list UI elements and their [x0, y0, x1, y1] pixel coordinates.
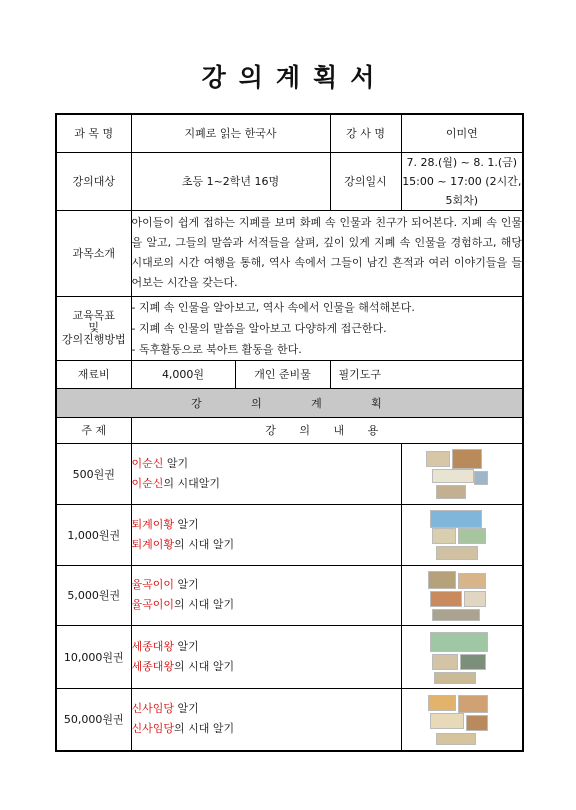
- fee-label: 재료비: [56, 360, 131, 388]
- topic-50000: 50,000원권: [56, 688, 131, 751]
- activity-5000: 율곡이이 알기 율곡이이의 시대 알기: [131, 565, 401, 625]
- schedule-label: 강의일시: [330, 152, 401, 210]
- activity-500: 이순신 알기 이순신의 시대알기: [131, 443, 401, 504]
- instructor-value: 이미연: [401, 114, 523, 152]
- activity-50000: 신사임당 알기 신사임당의 시대 알기: [131, 688, 401, 751]
- instructor-label: 강 사 명: [330, 114, 401, 152]
- intro-label: 과목소개: [56, 210, 131, 296]
- topic-1000: 1,000원권: [56, 504, 131, 565]
- supplies-value: 필기도구: [330, 360, 523, 388]
- topic-10000: 10,000원권: [56, 625, 131, 688]
- topic-500: 500원권: [56, 443, 131, 504]
- activity-image-50000: [401, 688, 523, 751]
- schedule-dates: 7. 28.(월) ~ 8. 1.(금): [406, 155, 518, 169]
- topic-column-header: 주 제: [56, 417, 131, 443]
- schedule-times: 15:00 ~ 17:00 (2시간, 5회차): [402, 174, 522, 207]
- goal-item: - 지폐 속 인물의 말씀을 알아보고 다양하게 접근한다.: [131, 321, 387, 335]
- goals-label: 교육목표 및 강의진행방법: [56, 296, 131, 360]
- intro-text: 아이들이 쉽게 접하는 지폐를 보며 화폐 속 인물과 친구가 되어본다. 지폐 속 인물을 알고, 그들의 말씀과 서적들을 살펴, 깊이 있게 지폐 속 인물을 경험하고, 해당 시대로의 시간 여행을 통해, 역사 속에서 그들이 남긴 흔적과 여러 이야기들을 들어보는 시간을 갖는다.: [131, 210, 523, 296]
- target-label: 강의대상: [56, 152, 131, 210]
- content-column-header: 강 의 내 용: [131, 417, 523, 443]
- schedule-value: [401, 152, 523, 210]
- document-title: 강의계획서: [201, 63, 388, 92]
- plan-band-header: 강 의 계 획: [56, 388, 523, 417]
- goal-item: - 지폐 속 인물을 알아보고, 역사 속에서 인물을 해석해본다.: [131, 300, 415, 314]
- subject-value: 지폐로 읽는 한국사: [131, 114, 330, 152]
- target-value: 초등 1~2학년 16명: [131, 152, 330, 210]
- activity-image-1000: [401, 504, 523, 565]
- goal-item: - 독후활동으로 북아트 활동을 한다.: [131, 342, 302, 356]
- topic-5000: 5,000원권: [56, 565, 131, 625]
- subject-label: 과 목 명: [56, 114, 131, 152]
- activity-10000: 세종대왕 알기 세종대왕의 시대 알기: [131, 625, 401, 688]
- activity-1000: 퇴계이황 알기 퇴계이황의 시대 알기: [131, 504, 401, 565]
- activity-image-10000: [401, 625, 523, 688]
- fee-value: 4,000원: [131, 360, 235, 388]
- activity-image-500: [401, 443, 523, 504]
- lecture-plan-table: [55, 113, 524, 752]
- goals-list: [131, 296, 523, 360]
- supplies-label: 개인 준비물: [235, 360, 330, 388]
- activity-image-5000: [401, 565, 523, 625]
